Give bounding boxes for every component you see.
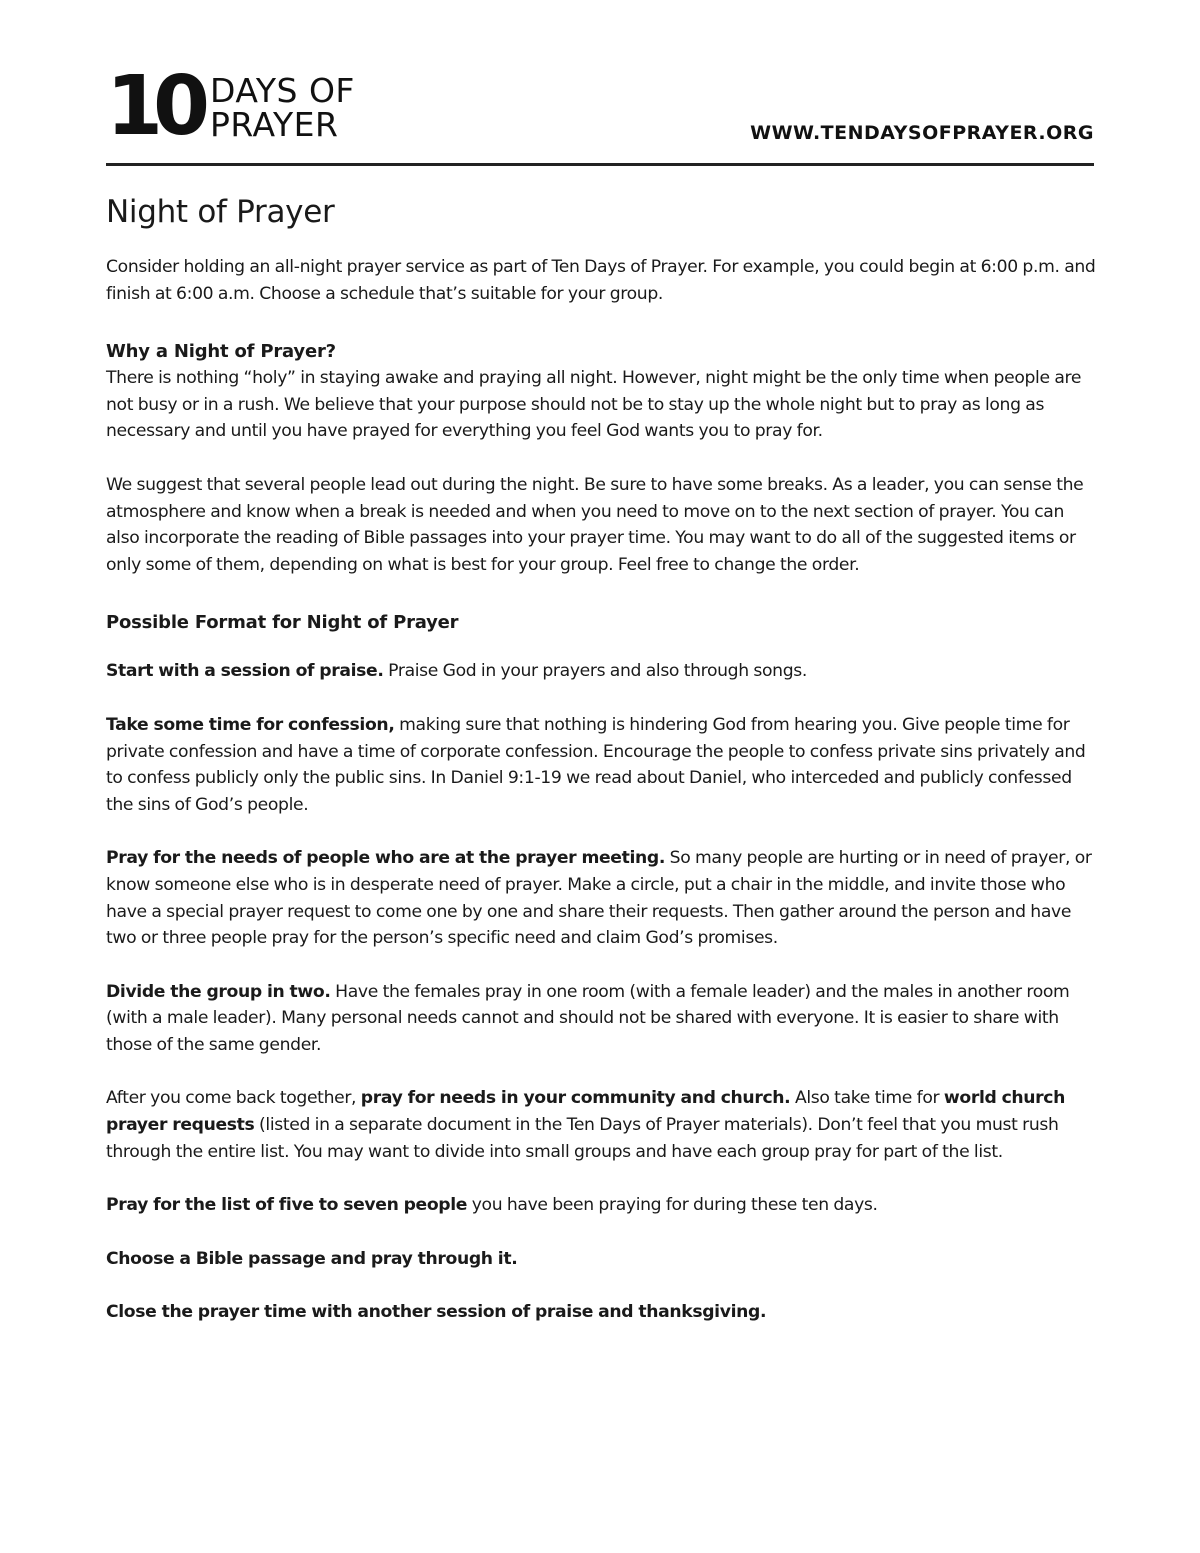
community-bold-2: world church prayer requests	[106, 1088, 1066, 1136]
page-header	[106, 59, 1094, 166]
community-mid: Also take time for	[790, 1088, 944, 1109]
intro-paragraph: Consider holding an all-night prayer service as part of Ten Days of Prayer. For example, you could begin at 6:00 p.m. and finish at 6:00 a.m. Choose a schedule that’s suitable for your group.	[106, 257, 1096, 304]
logo-wordmark	[210, 71, 355, 144]
logo-number: 10	[106, 59, 201, 154]
format-heading: Possible Format for Night of Prayer	[106, 612, 459, 634]
why-paragraph-2: We suggest that several people lead out during the night. Be sure to have some breaks. As a leader, you can sense the atmosphere and know when a break is needed and when you need to move on to the next section of prayer. You can also incorporate the reading of Bible passages into your prayer time. You may want to do all of the suggested items or only some of them, depending on what is best for your group. Feel free to change the order.	[106, 474, 1084, 575]
format-item-bold: Take some time for confession,	[106, 714, 395, 735]
community-bold-1: pray for needs in your community and church.	[360, 1088, 791, 1109]
format-item-text: making sure that nothing is hindering God from hearing you. Give people time for private confession and have a time of corporate confession. Encourage the people to confess private sins privately and to confess publicly only the public sins. In Daniel 9:1-19 we read about Daniel, who interceded and publicly confessed the sins of God’s people.	[106, 714, 1086, 815]
format-item-text: you have been praying for during these ten days.	[467, 1195, 878, 1216]
format-item-bold: Divide the group in two.	[106, 981, 331, 1002]
format-item-bible	[106, 1246, 1096, 1273]
why-paragraph-1: There is nothing “holy” in staying awake and praying all night. However, night might be the only time when people are not busy or in a rush. We believe that your purpose should not be to stay up the whole night but to pray as long as necessary and until you have prayed for everything you feel God wants you to pray for.	[106, 368, 1082, 442]
format-item-bold: Pray for the needs of people who are at the prayer meeting.	[106, 848, 666, 869]
site-url: WWW.TENDAYSOFPRAYER.ORG	[750, 122, 1094, 144]
community-post: (listed in a separate document in the Ten Days of Prayer materials). Don’t feel that you must rush through the entire list. You may want to divide into small groups and have each group pray for part of the list.	[106, 1115, 1059, 1162]
community-pre: After you come back together,	[106, 1088, 361, 1109]
format-item-divide	[106, 979, 1096, 1059]
page-title: Night of Prayer	[106, 194, 335, 230]
format-item-list	[106, 1192, 1096, 1219]
format-item-bold: Pray for the list of five to seven people	[106, 1195, 468, 1216]
format-item-text: Have the females pray in one room (with a female leader) and the males in another room (with a male leader). Many personal needs cannot and should not be shared with everyone. It is easier to share with those of the same gender.	[106, 981, 1070, 1055]
logo-line-1: DAYS OF	[210, 71, 355, 110]
format-item-bold: Start with a session of praise.	[106, 661, 384, 682]
format-item-praise	[106, 658, 1096, 685]
format-item-close	[106, 1299, 1096, 1326]
format-item-bold: Choose a Bible passage and pray through it.	[106, 1248, 518, 1269]
format-item-needs	[106, 845, 1096, 951]
logo-line-2: PRAYER	[210, 105, 339, 144]
header-divider	[106, 163, 1094, 166]
format-item-text: So many people are hurting or in need of prayer, or know someone else who is in desperate need of prayer. Make a circle, put a chair in the middle, and invite those who have a special prayer request to come one by one and share their requests. Then gather around the person and have two or three people pray for the person’s specific need and claim God’s promises.	[106, 848, 1092, 949]
format-item-confession	[106, 712, 1096, 818]
document-body	[106, 192, 1096, 1326]
format-item-bold: Close the prayer time with another session of praise and thanksgiving.	[106, 1302, 767, 1323]
why-heading: Why a Night of Prayer?	[106, 341, 336, 363]
format-item-community	[106, 1085, 1096, 1165]
format-item-text: Praise God in your prayers and also through songs.	[383, 661, 807, 682]
